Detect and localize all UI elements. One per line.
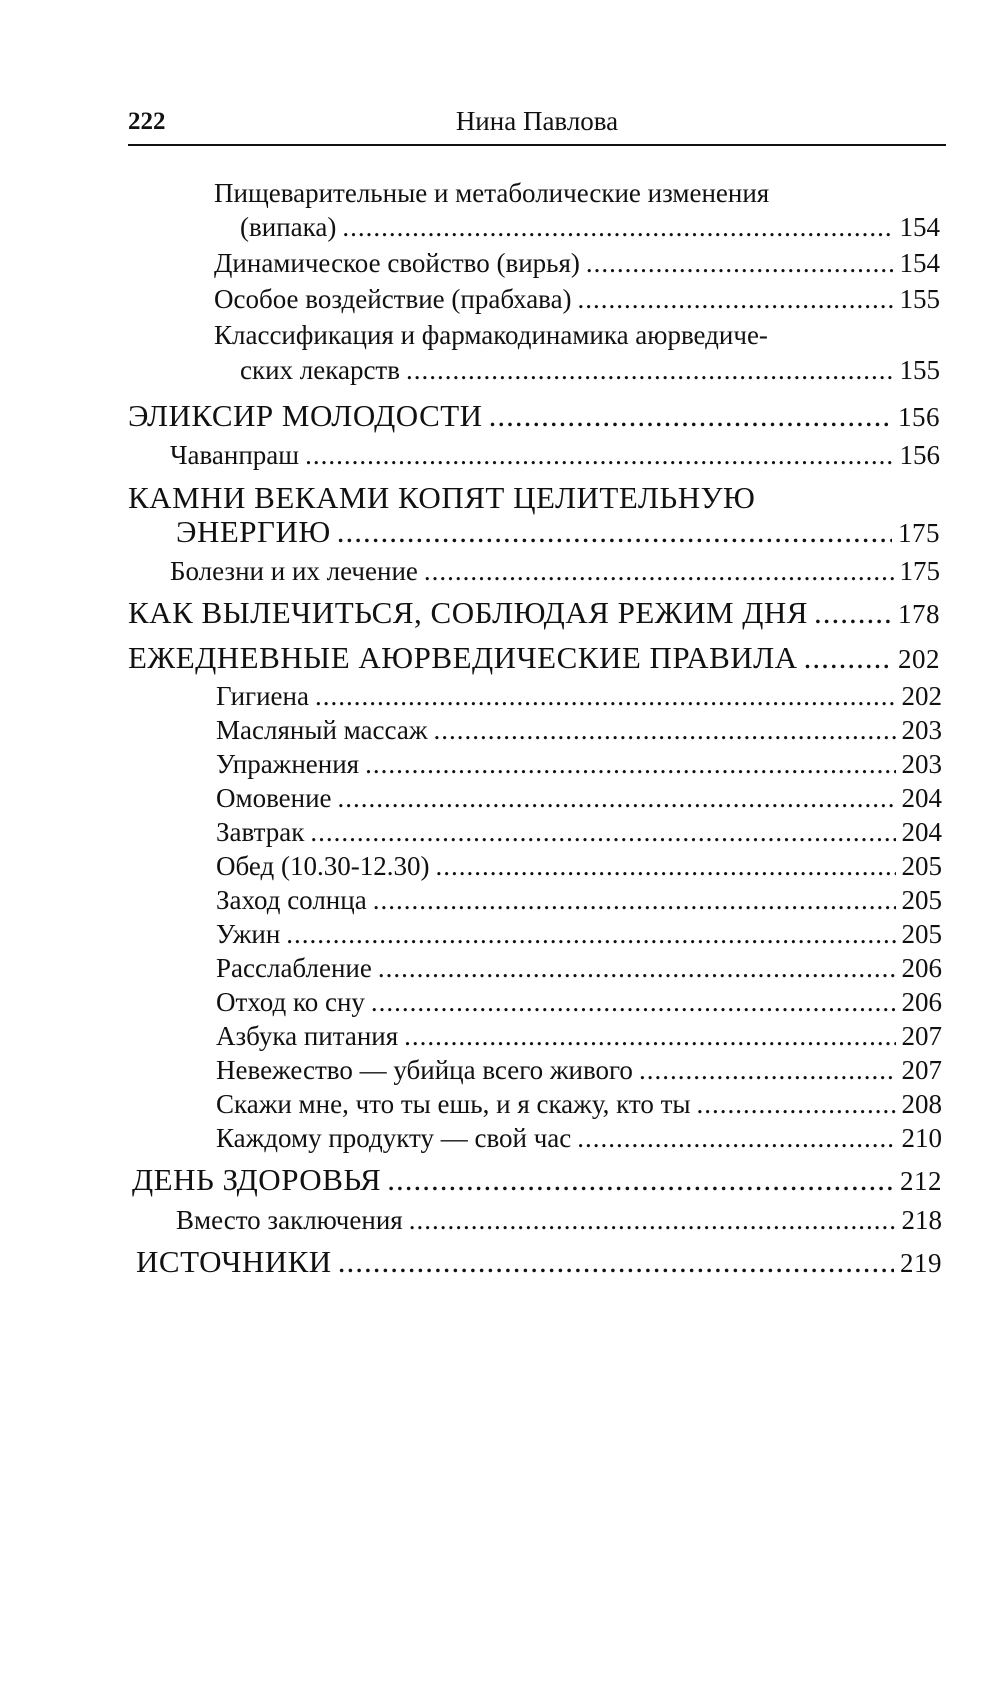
toc-entry-title: Завтрак [216, 817, 305, 847]
toc-entry[interactable] [214, 284, 940, 315]
dot-leader [639, 1055, 896, 1086]
toc-entry-title: Расслабление [216, 953, 372, 983]
dot-leader [337, 514, 892, 550]
toc-chapter[interactable] [136, 1244, 942, 1280]
toc-entry-page: 205 [901, 851, 942, 881]
page-header [128, 104, 946, 146]
toc-chapter-title: ЭЛИКСИР МОЛОДОСТИ [128, 398, 483, 433]
toc-chapter-title: ДЕНЬ ЗДОРОВЬЯ [132, 1162, 382, 1197]
toc-entry-title: Каждому продукту — свой час [216, 1123, 572, 1153]
toc-chapter[interactable] [128, 398, 940, 434]
toc-entry[interactable] [216, 783, 942, 814]
toc-entry-page: 208 [901, 1089, 942, 1119]
toc-entry-title: Отход ко сну [216, 987, 365, 1017]
toc-entry-page: 155 [899, 355, 940, 385]
running-title: Нина Павлова [455, 106, 619, 136]
toc-entry-title: Гигиена [216, 681, 309, 711]
toc-entry[interactable] [216, 1089, 942, 1120]
toc-chapter[interactable] [176, 514, 940, 550]
toc-entry-page: 204 [901, 817, 942, 847]
toc-entry-title: (випака) [240, 212, 337, 242]
dot-leader [378, 953, 896, 984]
page-number: 222 [128, 108, 166, 135]
dot-leader [433, 715, 895, 746]
toc-entry[interactable] [176, 1205, 942, 1236]
toc-entry-page: 205 [901, 885, 942, 915]
toc-entry-page: 206 [901, 953, 942, 983]
toc-entry-page: 206 [901, 987, 942, 1017]
toc-entry-page: 207 [901, 1021, 942, 1051]
dot-leader [305, 440, 893, 471]
dot-leader [371, 987, 896, 1018]
toc-chapter-page: 219 [900, 1248, 942, 1278]
toc-entry[interactable] [216, 1021, 942, 1052]
toc-entry-page: 175 [899, 556, 940, 586]
dot-leader [409, 1205, 896, 1236]
toc-entry-title: Скажи мне, что ты ешь, и я скажу, кто ты [216, 1089, 691, 1119]
toc-chapter-page: 202 [898, 644, 940, 674]
toc-chapter-page: 175 [898, 518, 940, 548]
toc-chapter-title: ЭНЕРГИЮ [176, 514, 331, 549]
toc-entry-page: 156 [899, 440, 940, 470]
toc-entry[interactable] [216, 817, 942, 848]
toc-entry-title: Особое воздействие (прабхава) [214, 284, 572, 314]
toc-entry-page: 218 [901, 1205, 942, 1235]
toc-entry-title: Азбука питания [216, 1021, 399, 1051]
toc-chapter-title: КАК ВЫЛЕЧИТЬСЯ, СОБЛЮДАЯ РЕЖИМ ДНЯ [128, 595, 808, 630]
dot-leader [577, 1123, 895, 1154]
toc-entry-text: Пищеварительные и метаболические изменения [214, 178, 770, 208]
toc-entry-title: Обед (10.30-12.30) [216, 851, 430, 881]
toc-chapter[interactable] [132, 1162, 942, 1198]
toc-entry[interactable] [216, 885, 942, 916]
toc-entry[interactable] [170, 556, 940, 587]
toc-entry[interactable] [216, 987, 942, 1018]
toc-entry[interactable] [216, 681, 942, 712]
toc-entry-page: 210 [901, 1123, 942, 1153]
toc-entry-page: 154 [899, 212, 940, 242]
toc-entry-title: Невежество — убийца всего живого [216, 1055, 633, 1085]
toc-entry-page: 207 [901, 1055, 942, 1085]
toc-entry-title: Ужин [216, 919, 281, 949]
toc-chapter[interactable] [128, 640, 940, 676]
dot-leader [578, 284, 894, 315]
toc-entry[interactable] [216, 1055, 942, 1086]
dot-leader [406, 355, 894, 386]
toc-chapter-title: ЕЖЕДНЕВНЫЕ АЮРВЕДИЧЕСКИЕ ПРАВИЛА [128, 640, 798, 675]
dot-leader [365, 749, 895, 780]
toc-entry[interactable] [214, 248, 940, 279]
toc-chapter-page: 156 [898, 402, 940, 432]
toc-entry-title: Омовение [216, 783, 332, 813]
dot-leader [489, 398, 892, 434]
toc-chapter-page: 178 [898, 599, 940, 629]
toc-chapter-page: 212 [900, 1166, 942, 1196]
toc-entry-title: Масляный массаж [216, 715, 428, 745]
dot-leader [586, 248, 894, 279]
toc-chapter-title: ИСТОЧНИКИ [136, 1244, 332, 1279]
dot-leader [342, 212, 893, 243]
toc-entry-page: 204 [901, 783, 942, 813]
toc-entry[interactable] [240, 212, 940, 243]
dot-leader [373, 885, 896, 916]
toc-entry[interactable] [240, 355, 940, 386]
dot-leader [310, 817, 895, 848]
dot-leader [424, 556, 894, 587]
toc-entry-title: ских лекарств [240, 355, 400, 385]
dot-leader [404, 1021, 895, 1052]
dot-leader [435, 851, 895, 882]
toc-entry-page: 154 [899, 248, 940, 278]
dot-leader [814, 595, 892, 631]
dot-leader [315, 681, 896, 712]
toc-entry[interactable] [216, 953, 942, 984]
dot-leader [286, 919, 895, 950]
toc-entry-page: 155 [899, 284, 940, 314]
toc-entry[interactable] [216, 851, 942, 882]
toc-entry[interactable] [216, 1123, 942, 1154]
dot-leader [804, 640, 892, 676]
toc-entry-text: Классификация и фармакодинамика аюрведиче- [214, 320, 768, 350]
dot-leader [338, 783, 896, 814]
dot-leader [338, 1244, 894, 1280]
toc-chapter-title: КАМНИ ВЕКАМИ КОПЯТ ЦЕЛИТЕЛЬНУЮ [128, 480, 756, 515]
toc-entry-title: Чаванпраш [170, 440, 300, 470]
dot-leader [387, 1162, 894, 1198]
toc-entry-page: 202 [901, 681, 942, 711]
toc-entry[interactable] [216, 715, 942, 746]
toc-entry[interactable] [170, 440, 940, 471]
toc-entry-title: Заход солнца [216, 885, 367, 915]
toc-entry-page: 203 [901, 715, 942, 745]
toc-entry-page: 203 [901, 749, 942, 779]
toc-entry-title: Динамическое свойство (вирья) [214, 248, 580, 278]
toc-entry-title: Болезни и их лечение [170, 556, 418, 586]
toc-chapter[interactable] [128, 595, 940, 631]
dot-leader [697, 1089, 896, 1120]
toc-entry[interactable] [216, 919, 942, 950]
toc-entry-title: Вместо заключения [176, 1205, 403, 1235]
toc-entry-title: Упражнения [216, 749, 360, 779]
toc-entry[interactable] [216, 749, 942, 780]
toc-entry-page: 205 [901, 919, 942, 949]
